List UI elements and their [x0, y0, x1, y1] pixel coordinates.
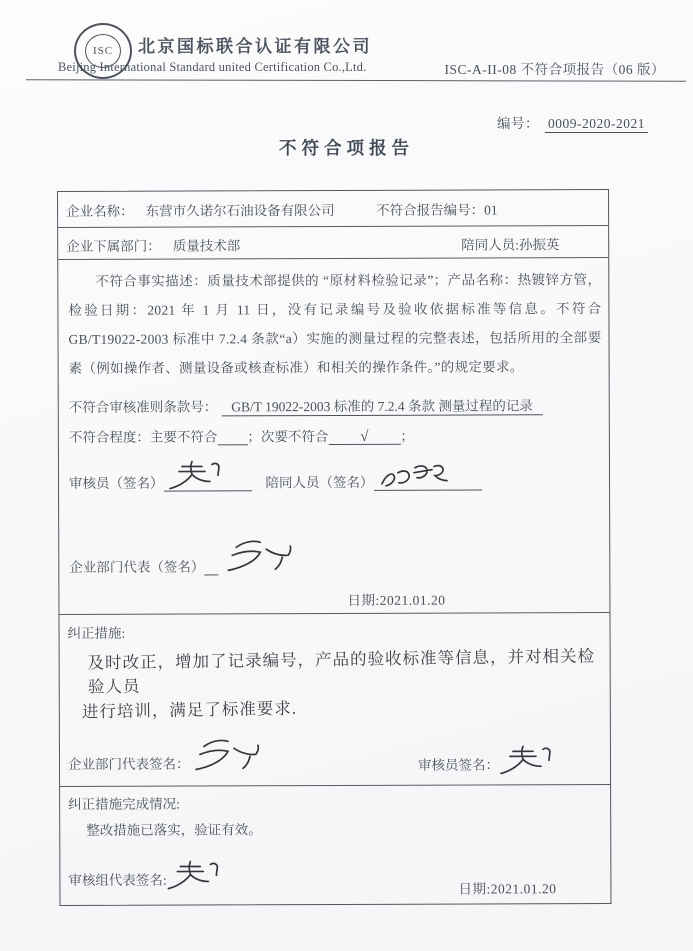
audit-team-sign-label: 审核组代表签名: — [68, 872, 167, 888]
row-completion — [60, 785, 610, 905]
auditor-sign-label: 审核员（签名） — [68, 475, 164, 491]
ca-dept-rep-sign — [68, 752, 260, 773]
ca-auditor-signature — [499, 757, 569, 773]
department-value: 质量技术部 — [172, 238, 241, 254]
clause-value: GB/T 19022-2003 标准的 7.2.4 条款 测量过程的记录 — [221, 398, 543, 416]
severity-major-blank — [217, 429, 247, 445]
completion-date — [458, 877, 556, 897]
escort-signature-icon — [377, 460, 453, 494]
severity-field — [69, 425, 414, 446]
dept-rep-sign-blank — [204, 559, 218, 575]
company-name-en: Beijing International Standard united Certification Co.,Ltd. — [58, 60, 367, 74]
date-value: 2021.01.20 — [379, 592, 446, 608]
report-no-field — [376, 198, 498, 218]
row-corrective-action — [59, 613, 610, 787]
audit-team-sign — [68, 868, 236, 889]
escort-label: 陪同人员: — [461, 237, 519, 253]
company-label: 企业名称： — [66, 203, 134, 219]
clause-label: 不符合审核准则条款号： — [68, 399, 218, 415]
escort-signature — [373, 473, 481, 490]
ca-dept-rep-signature — [189, 756, 259, 772]
severity-minor-blank — [328, 429, 400, 445]
department-field — [66, 234, 240, 255]
doc-number-line — [0, 112, 648, 132]
row-finding — [58, 258, 609, 615]
dept-rep-signature — [218, 559, 326, 575]
severity-label: 不符合程度： — [68, 429, 150, 445]
ca-auditor-sign — [418, 753, 569, 774]
header-divider — [26, 79, 686, 81]
report-form-table — [57, 189, 611, 906]
escort-value: 孙振英 — [518, 237, 560, 253]
department-label: 企业下属部门： — [66, 238, 161, 254]
dept-rep-signature-icon — [222, 537, 300, 579]
ca-dept-rep-sign-label: 企业部门代表签名： — [67, 756, 190, 772]
audit-team-signature-icon — [167, 858, 223, 894]
finding-description: 不符合事实描述：质量技术部提供的 “原材料检验记录”；产品名称：热镀锌方管，检验日期：2021 年 1 月 11 日，没有记录编号及验收依据标准等信息。不符合 GB/T19022-2003 标准中 7.2.4 条款“a）实施的测量过程的完整表述，包括所用的全部要素（例如操作者、测量设备或核查标准）和相关的操作条件。”的规定要求。 — [68, 272, 602, 376]
severity-major-label: 主要不符合 — [149, 429, 218, 445]
row-department — [58, 226, 608, 260]
signature-line — [69, 470, 482, 491]
company-field — [66, 199, 335, 220]
clause-field — [69, 394, 543, 416]
escort-field — [461, 233, 559, 253]
completion-label: 纠正措施完成情况: — [68, 796, 180, 812]
severity-minor-label: 次要不符合 — [260, 429, 329, 445]
completion-date-value: 2021.01.20 — [490, 881, 557, 897]
report-no-label: 不符合报告编号： — [376, 202, 485, 218]
severity-end: ； — [400, 428, 414, 444]
dept-rep-sign-line — [69, 555, 326, 576]
ca-auditor-signature-icon — [499, 743, 555, 779]
dept-rep-sign-label: 企业部门代表（签名） — [69, 559, 205, 575]
report-title: 不符合项报告 — [279, 138, 414, 158]
isc-logo-text: ISC — [85, 34, 121, 68]
form-code: ISC-A-II-08 不符合项报告（06 版） — [444, 62, 665, 77]
completion-statement: 整改措施已落实，验证有效。 — [86, 822, 262, 838]
completion-date-label: 日期: — [458, 881, 491, 897]
company-value: 东营市久诺尔石油设备有限公司 — [145, 202, 335, 219]
audit-team-signature — [167, 872, 237, 888]
ca-auditor-sign-label: 审核员签名： — [417, 757, 500, 773]
company-name-cn: 北京国标联合认证有限公司 — [138, 37, 372, 56]
minor-checkmark: √ — [360, 428, 369, 445]
doc-number-value: 0009-2020-2021 — [545, 116, 648, 133]
row-company — [58, 190, 608, 228]
escort-sign-label: 陪同人员（签名） — [265, 474, 374, 491]
ca-dept-rep-signature-icon — [189, 736, 267, 778]
date-label: 日期: — [347, 592, 380, 608]
corrective-action-label: 纠正措施: — [67, 625, 126, 641]
report-no-value: 01 — [484, 202, 498, 218]
finding-date — [347, 589, 445, 609]
doc-number-label: 编号： — [497, 116, 539, 131]
corrective-action-handwritten-1: 及时改正，增加了记录编号，产品的验收标准等信息，并对相关检验人员 — [87, 646, 596, 697]
corrective-action-handwritten-2: 进行培训，满足了标准要求. — [81, 698, 298, 722]
severity-separator: ； — [247, 429, 261, 445]
auditor-signature-icon — [167, 458, 223, 494]
auditor-signature — [163, 474, 251, 491]
